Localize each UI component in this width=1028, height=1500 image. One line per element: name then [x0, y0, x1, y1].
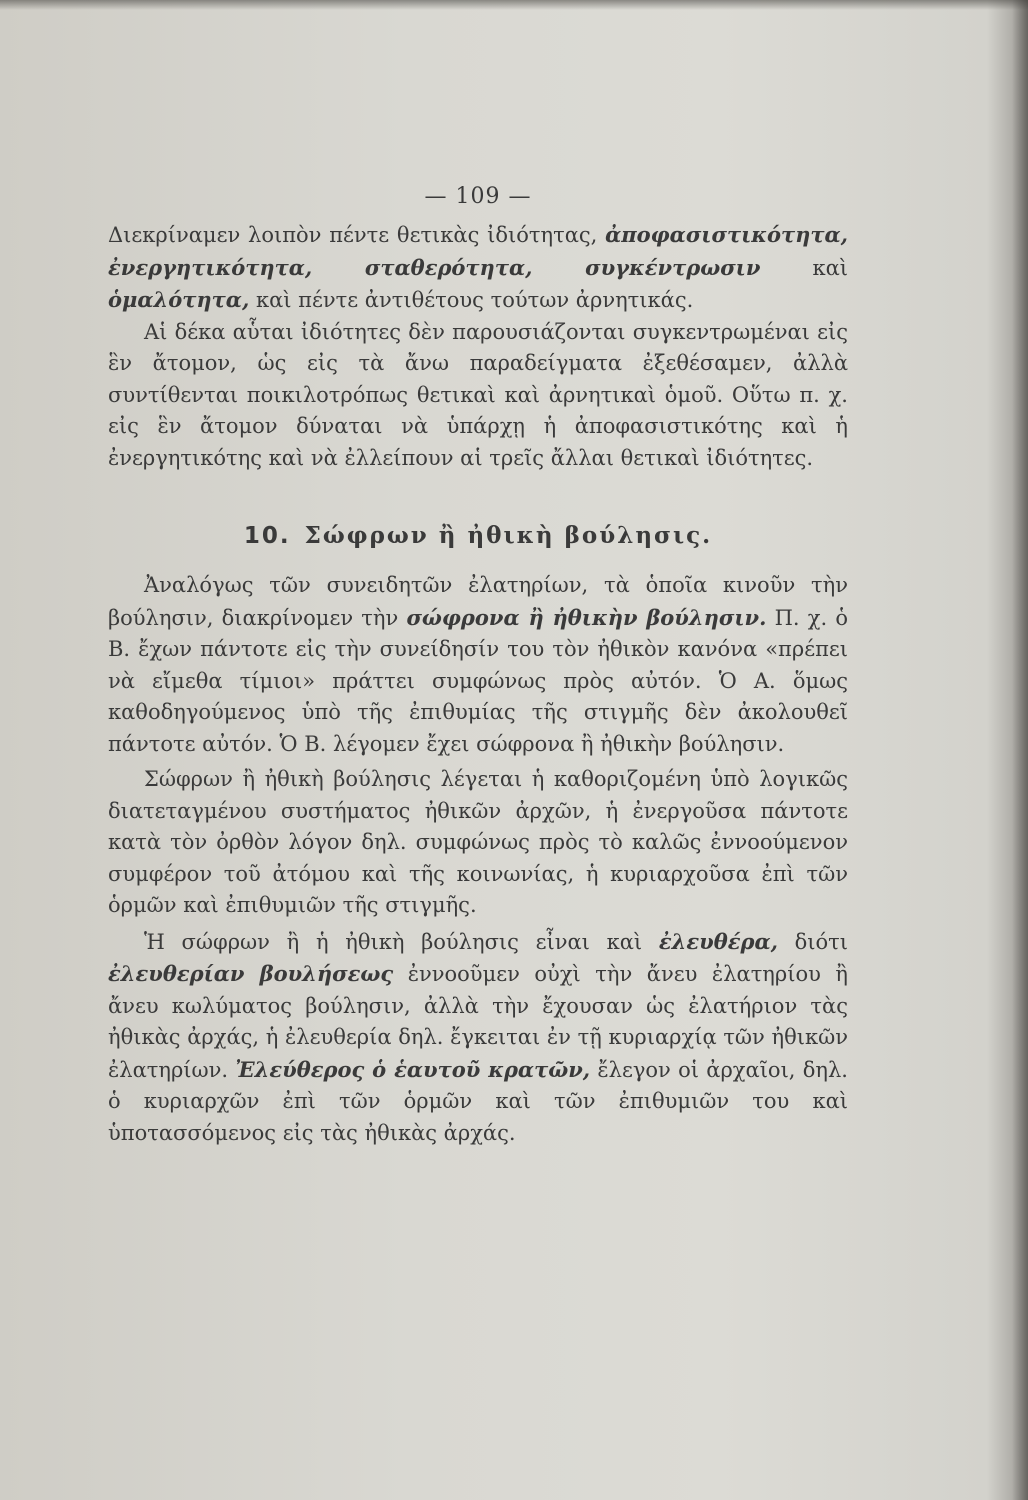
section-heading [108, 520, 848, 552]
section-title: Σώφρων ἢ ἠθικὴ βούλησις. [304, 522, 713, 549]
page-number: — 109 — [424, 184, 532, 209]
paragraph-1-text-3: καὶ πέντε ἀντιθέτους τούτων ἀρνητικάς. [249, 288, 694, 312]
page-content [108, 175, 848, 1149]
section-number: 10. [243, 523, 291, 549]
paragraph-1-text-2: καὶ [760, 255, 849, 280]
paragraph-1 [108, 219, 848, 317]
paragraph-1-emphasis-1: ἀποφασιστικότητα, ἐνεργητικότητα, σταθερότητα, συγκέντρωσιν [108, 222, 848, 280]
page-right-shadow [1012, 0, 1028, 1500]
paragraph-2: Αἱ δέκα αὗται ἰδιότητες δὲν παρουσιάζονται συγκεντρωμέναι εἰς ἓν ἄτομον, ὡς εἰς τὰ ἄνω παραδείγματα ἐξεθέσαμεν, ἀλλὰ συντίθενται ποικιλοτρόπως θετικαὶ καὶ ἀρνητικαὶ ὁμοῦ. Οὕτω π. χ. εἰς ἓν ἄτομον δύναται νὰ ὑπάρχῃ ἡ ἀποφασιστικότης καὶ ἡ ἐνεργητικότης καὶ νὰ ἐλλείπουν αἱ τρεῖς ἄλλαι θετικαὶ ἰδιότητες. [108, 319, 848, 470]
paragraph-5-text-1: Ἡ σώφρων ἢ ἡ ἠθικὴ βούλησις εἶναι καὶ [144, 929, 659, 954]
paragraph-3 [108, 570, 848, 760]
paragraph-5-emphasis-2: ἐλευθερίαν βουλήσεως [108, 961, 394, 986]
paragraph-3-text-1: Ἀναλόγως τῶν συνειδητῶν ἐλατηρίων, τὰ ὁποῖα κινοῦν τὴν βούλησιν, διακρίνομεν τὴν [108, 573, 848, 630]
paragraph-5-text-4: ἔλεγον οἱ ἀρχαῖοι, δηλ. ὁ κυριαρχῶν ἐπὶ τῶν ὁρμῶν καὶ τῶν ἐπιθυμιῶν του καὶ ὑποτασσόμενος εἰς τὰς ἠθικὰς ἀρχάς. [108, 1057, 848, 1145]
paragraph-5-emphasis-3: Ἐλεύθερος ὁ ἑαυτοῦ κρατῶν, [235, 1056, 591, 1082]
paragraph-3-text-2: Π. χ. ὁ Β. ἔχων πάντοτε εἰς τὴν συνείδησίν του τὸν ἠθικὸν κανόνα «πρέπει νὰ εἴμεθα τίμιοι» πράττει συμφώνως πρὸς αὐτόν. Ὁ Α. ὅμως καθοδηγούμενος ὑπὸ τῆς ἐπιθυμίας τῆς στιγμῆς δὲν ἀκολουθεῖ πάντοτε αὐτόν. Ὁ Β. λέγομεν ἔχει σώφρονα ἢ ἠθικὴν βούλησιν. [108, 605, 848, 756]
paragraph-5 [108, 926, 848, 1150]
paragraph-3-emphasis-1: σώφρονα ἢ ἠθικὴν βούλησιν. [406, 604, 767, 630]
paragraph-4: Σώφρων ἢ ἠθικὴ βούλησις λέγεται ἡ καθοριζομένη ὑπὸ λογικῶς διατεταγμένου συστήματος ἠθικῶν ἀρχῶν, ἡ ἐνεργοῦσα πάντοτε κατὰ τὸν ὀρθὸν λόγον δηλ. συμφώνως πρὸς τὸ καλῶς ἐννοούμενον συμφέρον τοῦ ἀτόμου καὶ τῆς κοινωνίας, ἡ κυριαρχοῦσα ἐπὶ τῶν ὁρμῶν καὶ ἐπιθυμιῶν τῆς στιγμῆς. [108, 767, 848, 917]
paragraph-5-emphasis-1: ἐλευθέρα, [658, 928, 778, 954]
page-top-shadow [0, 0, 1028, 10]
paragraph-5-text-2: διότι [777, 929, 849, 954]
paragraph-1-text-1: Διεκρίναμεν λοιπὸν πέντε θετικὰς ἰδιότητας, [108, 223, 606, 247]
paragraph-5-text-3: ἐννοοῦμεν οὐχὶ τὴν ἄνευ ἐλατηρίου ἢ ἄνευ κωλύματος βούλησιν, ἀλλὰ τὴν ἔχουσαν ὡς ἐλατήριον τὰς ἠθικὰς ἀρχάς, ἡ ἐλευθερία δηλ. ἔγκειται ἐν τῇ κυριαρχίᾳ τῶν ἠθικῶν ἐλατηρίων. [108, 962, 848, 1082]
paragraph-1-emphasis-2: ὁμαλότητα, [108, 287, 250, 312]
